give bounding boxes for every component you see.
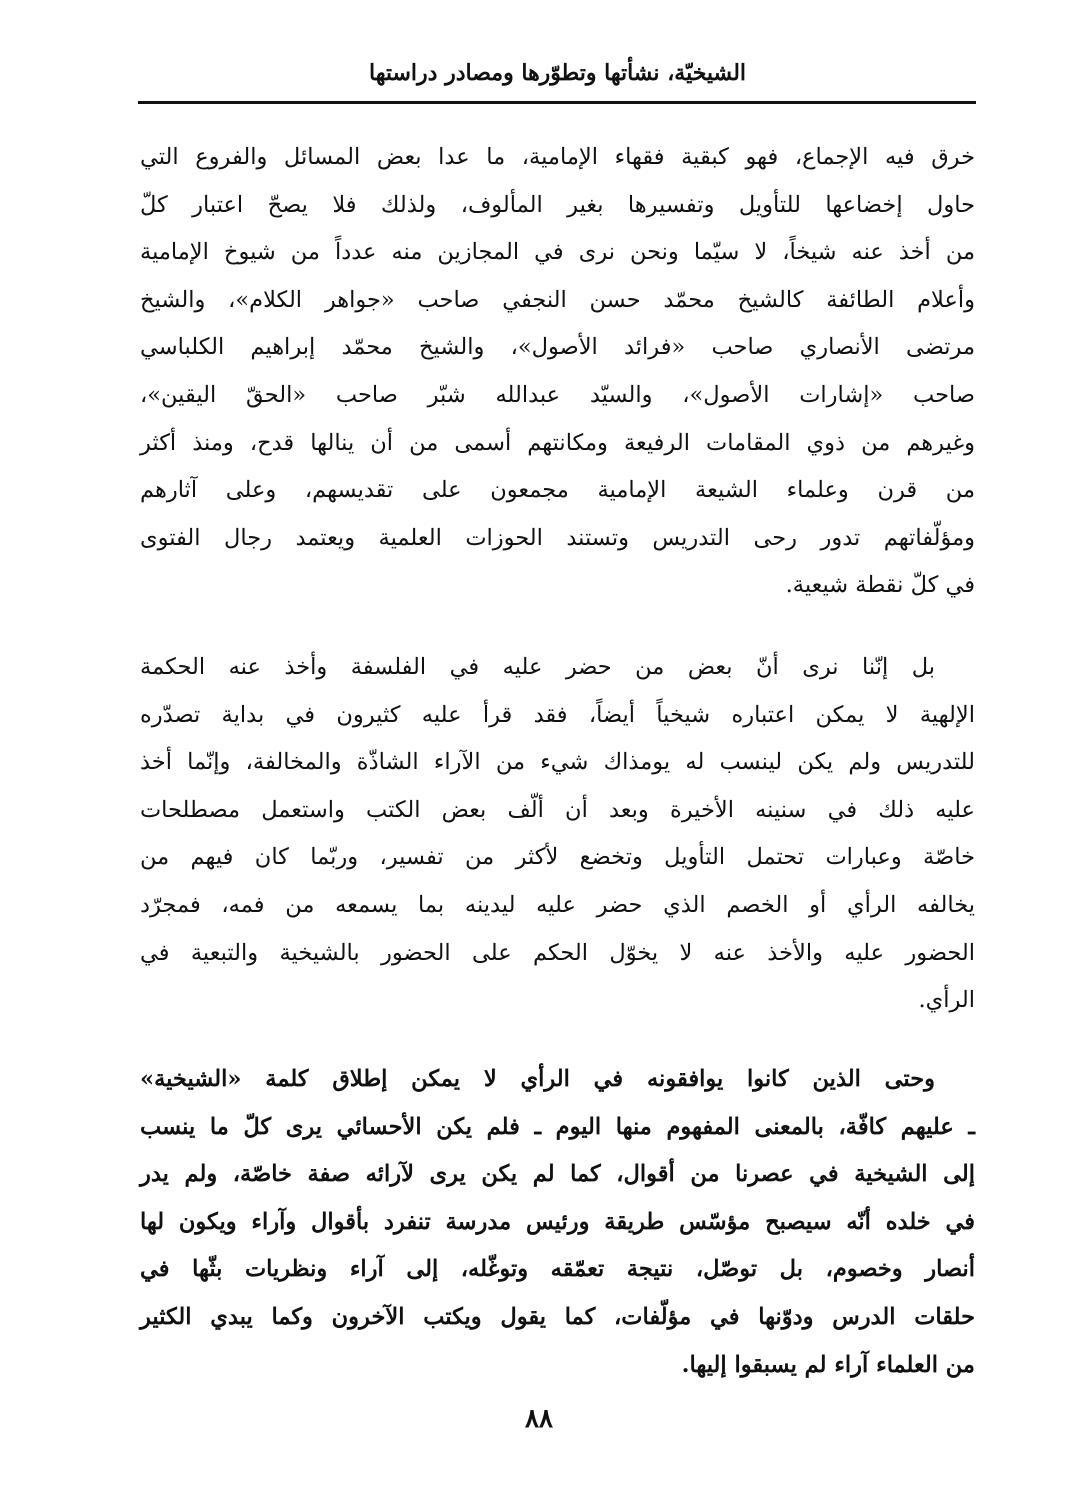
text-line: خاصّة وعبارات تحتمل التأويل وتخضع لأكثر من تفسير، وربّما كان فيهم من [140, 844, 975, 871]
text-line: صاحب «إشارات الأصول»، والسيّد عبدالله شبّر صاحب «الحقّ اليقين»، [140, 381, 975, 408]
text-line: من العلماء آراء لم يسبقوا إليها. [681, 1351, 975, 1378]
text-line: حاول إخضاعها للتأويل وتفسيرها بغير المألوف، ولذلك فلا يصحّ اعتبار كلّ [140, 191, 975, 218]
page-number: ٨٨ [525, 1404, 553, 1434]
header-rule [138, 101, 976, 104]
text-line: الإلهية لا يمكن اعتباره شيخياً أيضاً، فقد قرأ عليه كثيرون في بداية تصدّره [140, 701, 975, 728]
text-line: وحتى الذين كانوا يوافقونه في الرأي لا يمكن إطلاق كلمة «الشيخية» [140, 1066, 935, 1092]
text-line: الحضور عليه والأخذ عنه لا يخوّل الحكم على الحضور بالشيخية والتبعية في [140, 939, 975, 966]
text-line: أنصار وخصوم، بل توصّل، نتيجة تعمّقه وتوغّله، إلى آراء ونظريات بثّها في [140, 1256, 975, 1283]
text-line: في كلّ نقطة شيعية. [785, 572, 975, 599]
text-line: من قرن وعلماء الشيعة الإمامية مجمعون على تقديسهم، وعلى آثارهم [140, 477, 975, 504]
text-line: الرأي. [918, 987, 975, 1014]
running-header: الشيخيّة، نشأتها وتطوّرها ومصادر دراستها [368, 60, 747, 86]
text-line: ـ عليهم كافّة، بالمعنى المفهوم منها اليوم ـ فلم يكن الأحسائي يرى كلّ ما ينسب [140, 1113, 975, 1140]
text-line: خرق فيه الإجماع، فهو كبقية فقهاء الإمامية، ما عدا بعض المسائل والفروع التي [140, 144, 975, 170]
text-line: من أخذ عنه شيخاً، لا سيّما ونحن نرى في المجازين منه عدداً من شيوخ الإمامية [140, 239, 975, 266]
paragraph-2 [140, 644, 975, 1025]
text-line: للتدريس ولم يكن لينسب له يومذاك شيء من الآراء الشاذّة والمخالفة، وإنّما أخذ [140, 749, 975, 776]
text-line: ومؤلّفاتهم تدور رحى التدريس وتستند الحوزات العلمية ويعتمد رجال الفتوى [140, 524, 975, 551]
paragraph-1 [140, 134, 975, 610]
text-line: وأعلام الطائفة كالشيخ محمّد حسن النجفي صاحب «جواهر الكلام»، والشيخ [140, 286, 975, 313]
text-line: بل إنّنا نرى أنّ بعض من حضر عليه في الفلسفة وأخذ عنه الحكمة [140, 654, 935, 680]
text-line: يخالفه الرأي أو الخصم الذي حضر عليه ليدينه بما يسمعه من فمه، فمجرّد [140, 891, 975, 918]
text-line: وغيرهم من ذوي المقامات الرفيعة ومكانتهم أسمى من أن ينالها قدح، ومنذ أكثر [140, 429, 975, 456]
text-line: عليه ذلك في سنينه الأخيرة وبعد أن ألّف بعض الكتب واستعمل مصطلحات [140, 796, 975, 823]
text-line: حلقات الدرس ودوّنها في مؤلّفات، كما يقول ويكتب الآخرون وكما يبدي الكثير [140, 1303, 975, 1330]
text-line: إلى الشيخية في عصرنا من أقوال، كما لم يكن يرى لآرائه صفة خاصّة، ولم يدر [140, 1161, 975, 1188]
text-line: مرتضى الأنصاري صاحب «فرائد الأصول»، والشيخ محمّد إبراهيم الكلباسي [140, 334, 975, 361]
text-line: في خلده أنّه سيصبح مؤسّس طريقة ورئيس مدرسة تنفرد بأقوال وآراء ويكون لها [140, 1208, 975, 1235]
paragraph-3 [140, 1056, 975, 1389]
